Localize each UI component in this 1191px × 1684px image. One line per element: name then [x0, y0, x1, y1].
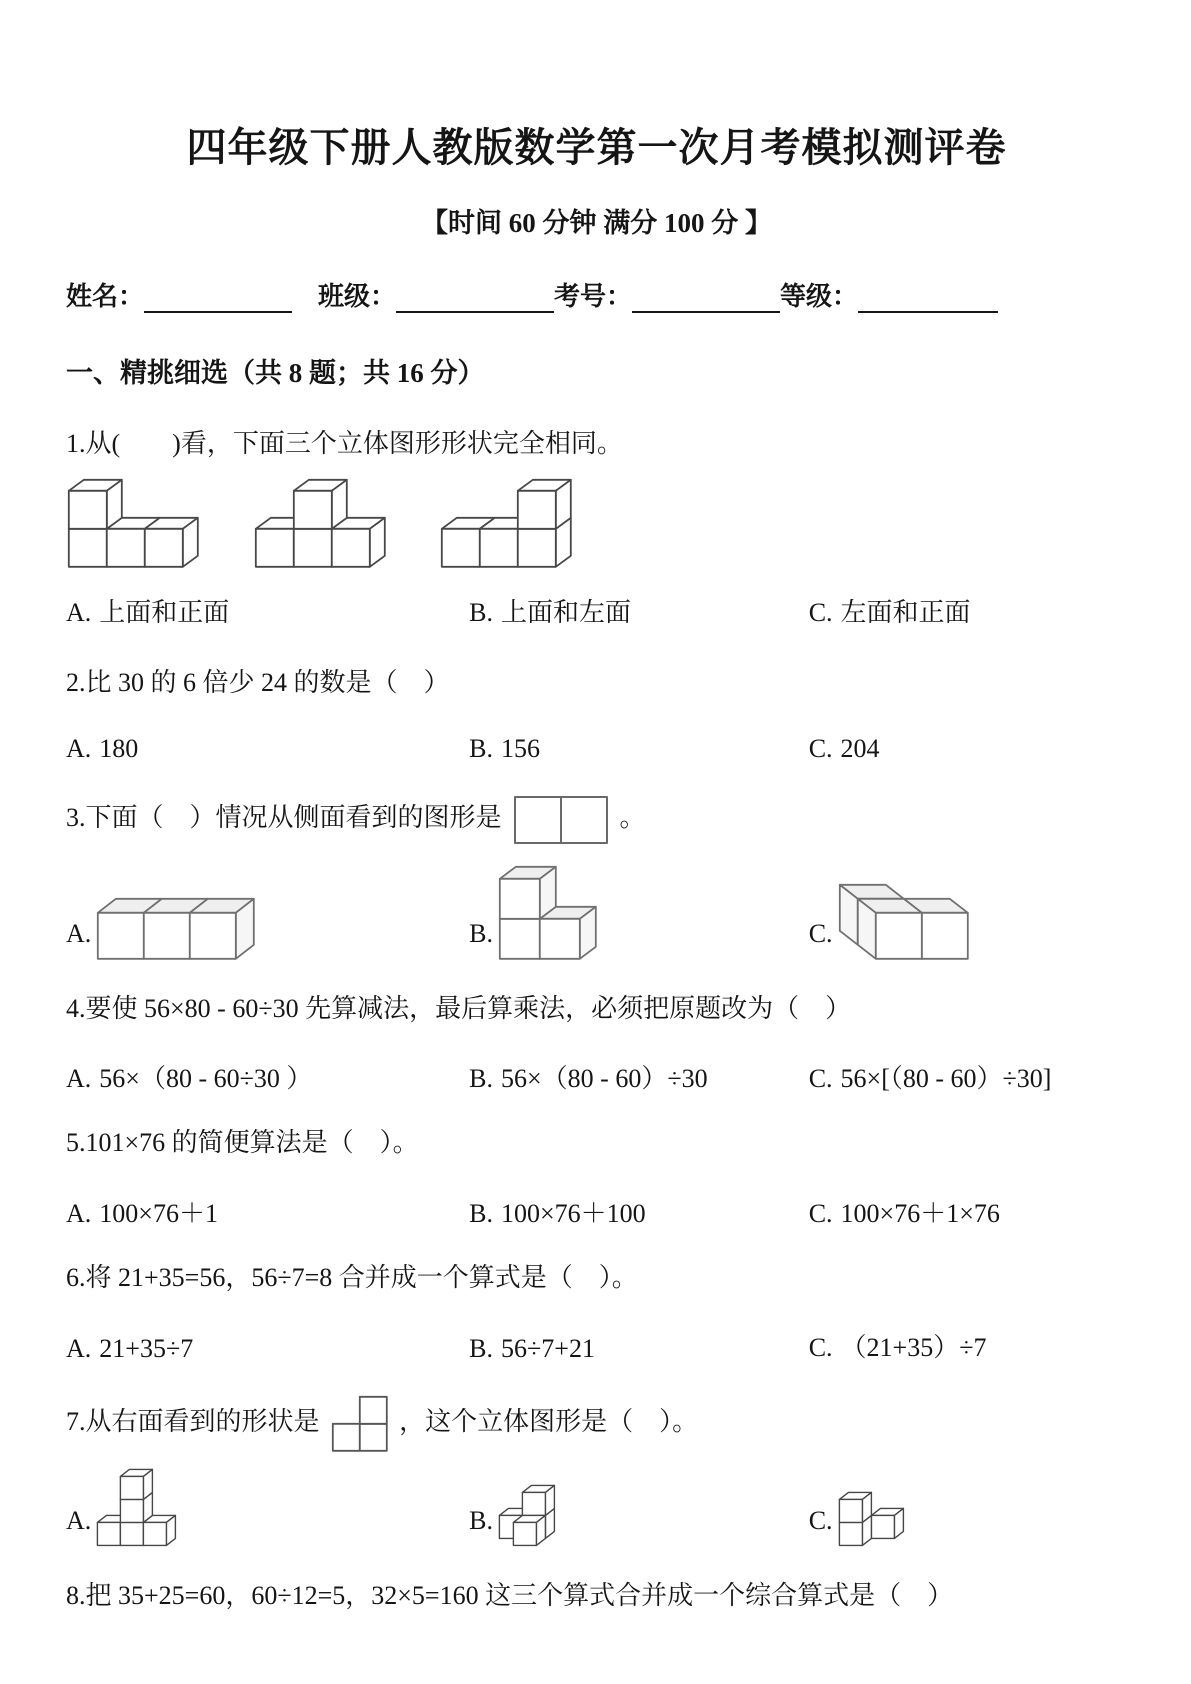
option-c — [809, 1193, 1127, 1230]
cube-figure-option-b — [497, 1483, 557, 1548]
option-text: 56×（80 - 60）÷30 — [501, 1064, 708, 1094]
question-3-stem — [66, 794, 1127, 846]
exam-number-field-label: 考号： — [554, 282, 633, 311]
option-c — [809, 592, 1127, 629]
option-key: A. — [66, 1506, 92, 1536]
option-text: 上面和左面 — [501, 597, 632, 627]
right-view-figure — [330, 1394, 390, 1454]
option-key: C. — [808, 1332, 833, 1362]
option-a — [66, 896, 469, 962]
option-text: 156 — [501, 733, 541, 763]
option-key: B. — [469, 919, 494, 949]
option-key: C. — [808, 733, 833, 763]
question-2-options — [66, 734, 1127, 764]
option-b — [469, 1483, 809, 1548]
question-3 — [66, 794, 1127, 962]
option-b — [469, 1058, 809, 1095]
option-c — [809, 734, 1127, 764]
question-3-stem-end: 。 — [619, 802, 646, 832]
exam-subtitle: 【时间 60 分钟 满分 100 分 】 — [421, 208, 772, 238]
question-7-stem-end: ，这个立体图形是（ ）。 — [399, 1406, 699, 1436]
option-b — [469, 1334, 809, 1364]
question-2-stem: 2.比 30 的 6 倍少 24 的数是（ ） — [66, 667, 450, 697]
option-key: B. — [469, 733, 494, 763]
question-7-stem-text: 7.从右面看到的形状是 — [66, 1406, 320, 1436]
option-a — [66, 1467, 469, 1548]
side-view-figure — [512, 794, 610, 846]
option-c — [809, 1490, 1127, 1548]
grade-blank — [858, 281, 998, 313]
question-8-stem: 8.把 35+25=60，60÷12=5，32×5=160 这三个算式合并成一个综合算式是（ ） — [66, 1581, 954, 1611]
question-4-stem: 4.要使 56×80 - 60÷30 先算减法，最后算乘法，必须把原题改为（ ） — [66, 994, 852, 1024]
class-blank — [396, 281, 554, 313]
name-blank — [144, 281, 292, 313]
section-heading: 一、精挑细选（共 8 题；共 16 分） — [66, 358, 485, 388]
option-text: 100×76＋100 — [501, 1198, 646, 1228]
question-3-stem-text: 3.下面（ ）情况从侧面看到的图形是 — [66, 802, 502, 832]
question-5-options — [66, 1193, 1127, 1230]
option-key: A. — [66, 919, 92, 949]
option-key: B. — [469, 1333, 494, 1363]
question-2 — [66, 665, 1127, 764]
option-c — [809, 1327, 1127, 1364]
option-text: 21+35÷7 — [99, 1333, 194, 1363]
question-6 — [66, 1260, 1127, 1364]
option-key: C. — [808, 919, 833, 949]
option-text: 左面和正面 — [840, 597, 971, 627]
question-5-stem: 5.101×76 的简便算法是（ ）。 — [66, 1128, 419, 1158]
exam-title: 四年级下册人教版数学第一次月考模拟测评卷 — [186, 126, 1007, 170]
option-key: C. — [808, 1198, 833, 1228]
option-key: A. — [66, 1064, 92, 1094]
option-text: （21+35）÷7 — [840, 1332, 987, 1362]
option-key: A. — [66, 597, 92, 627]
option-b — [469, 1193, 809, 1230]
option-text: 204 — [840, 733, 880, 763]
question-5 — [66, 1125, 1127, 1229]
option-a — [66, 734, 469, 764]
option-a — [66, 1193, 469, 1230]
option-key: B. — [469, 1506, 494, 1536]
question-6-options — [66, 1327, 1127, 1364]
exam-number-blank — [632, 281, 780, 313]
option-c — [809, 882, 1127, 962]
option-a — [66, 1058, 469, 1095]
question-7-stem — [66, 1394, 1127, 1454]
question-4 — [66, 991, 1127, 1095]
grade-field-label: 等级： — [780, 282, 859, 311]
cube-figure-option-a — [95, 896, 257, 962]
option-text: 上面和正面 — [99, 597, 230, 627]
option-key: A. — [66, 1333, 92, 1363]
name-field-label: 姓名： — [66, 282, 145, 311]
option-key: C. — [808, 1064, 833, 1094]
question-6-stem: 6.将 21+35=56，56÷7=8 合并成一个算式是（ ）。 — [66, 1262, 638, 1292]
cube-figure-option-c — [837, 1490, 906, 1548]
question-1-figures — [66, 477, 1127, 570]
option-text: 56÷7+21 — [501, 1333, 595, 1363]
cube-figure-option-b — [497, 864, 599, 962]
option-key: B. — [469, 1198, 494, 1228]
cube-figure-3 — [439, 477, 574, 570]
question-3-options — [66, 864, 1127, 962]
option-a — [66, 1334, 469, 1364]
class-field-label: 班级： — [318, 282, 397, 311]
option-text: 100×76＋1×76 — [840, 1198, 1000, 1228]
cube-figure-2 — [253, 477, 388, 570]
option-text: 56×（80 - 60÷30 ） — [99, 1064, 313, 1094]
option-text: 56×[（80 - 60）÷30] — [840, 1064, 1052, 1094]
option-key: A. — [66, 1198, 92, 1228]
option-a — [66, 592, 469, 629]
option-key: B. — [469, 1064, 494, 1094]
cube-figure-option-c — [837, 882, 971, 962]
option-text: 180 — [99, 733, 139, 763]
student-info-row — [66, 276, 1127, 313]
question-7-options — [66, 1467, 1127, 1548]
option-key: C. — [808, 1506, 833, 1536]
cube-figure-option-a — [95, 1467, 178, 1548]
question-7 — [66, 1394, 1127, 1548]
option-key: C. — [808, 597, 833, 627]
cube-figure-1 — [66, 477, 201, 570]
option-b — [469, 592, 809, 629]
question-1-stem: 1.从( )看，下面三个立体图形形状完全相同。 — [66, 429, 623, 458]
option-key: A. — [66, 733, 92, 763]
question-4-options — [66, 1058, 1127, 1095]
question-1 — [66, 426, 1127, 629]
option-key: B. — [469, 597, 494, 627]
option-text: 100×76＋1 — [99, 1198, 218, 1228]
question-8 — [66, 1578, 1127, 1613]
option-c — [809, 1058, 1127, 1095]
option-b — [469, 734, 809, 764]
option-b — [469, 864, 809, 962]
question-1-options — [66, 592, 1127, 629]
